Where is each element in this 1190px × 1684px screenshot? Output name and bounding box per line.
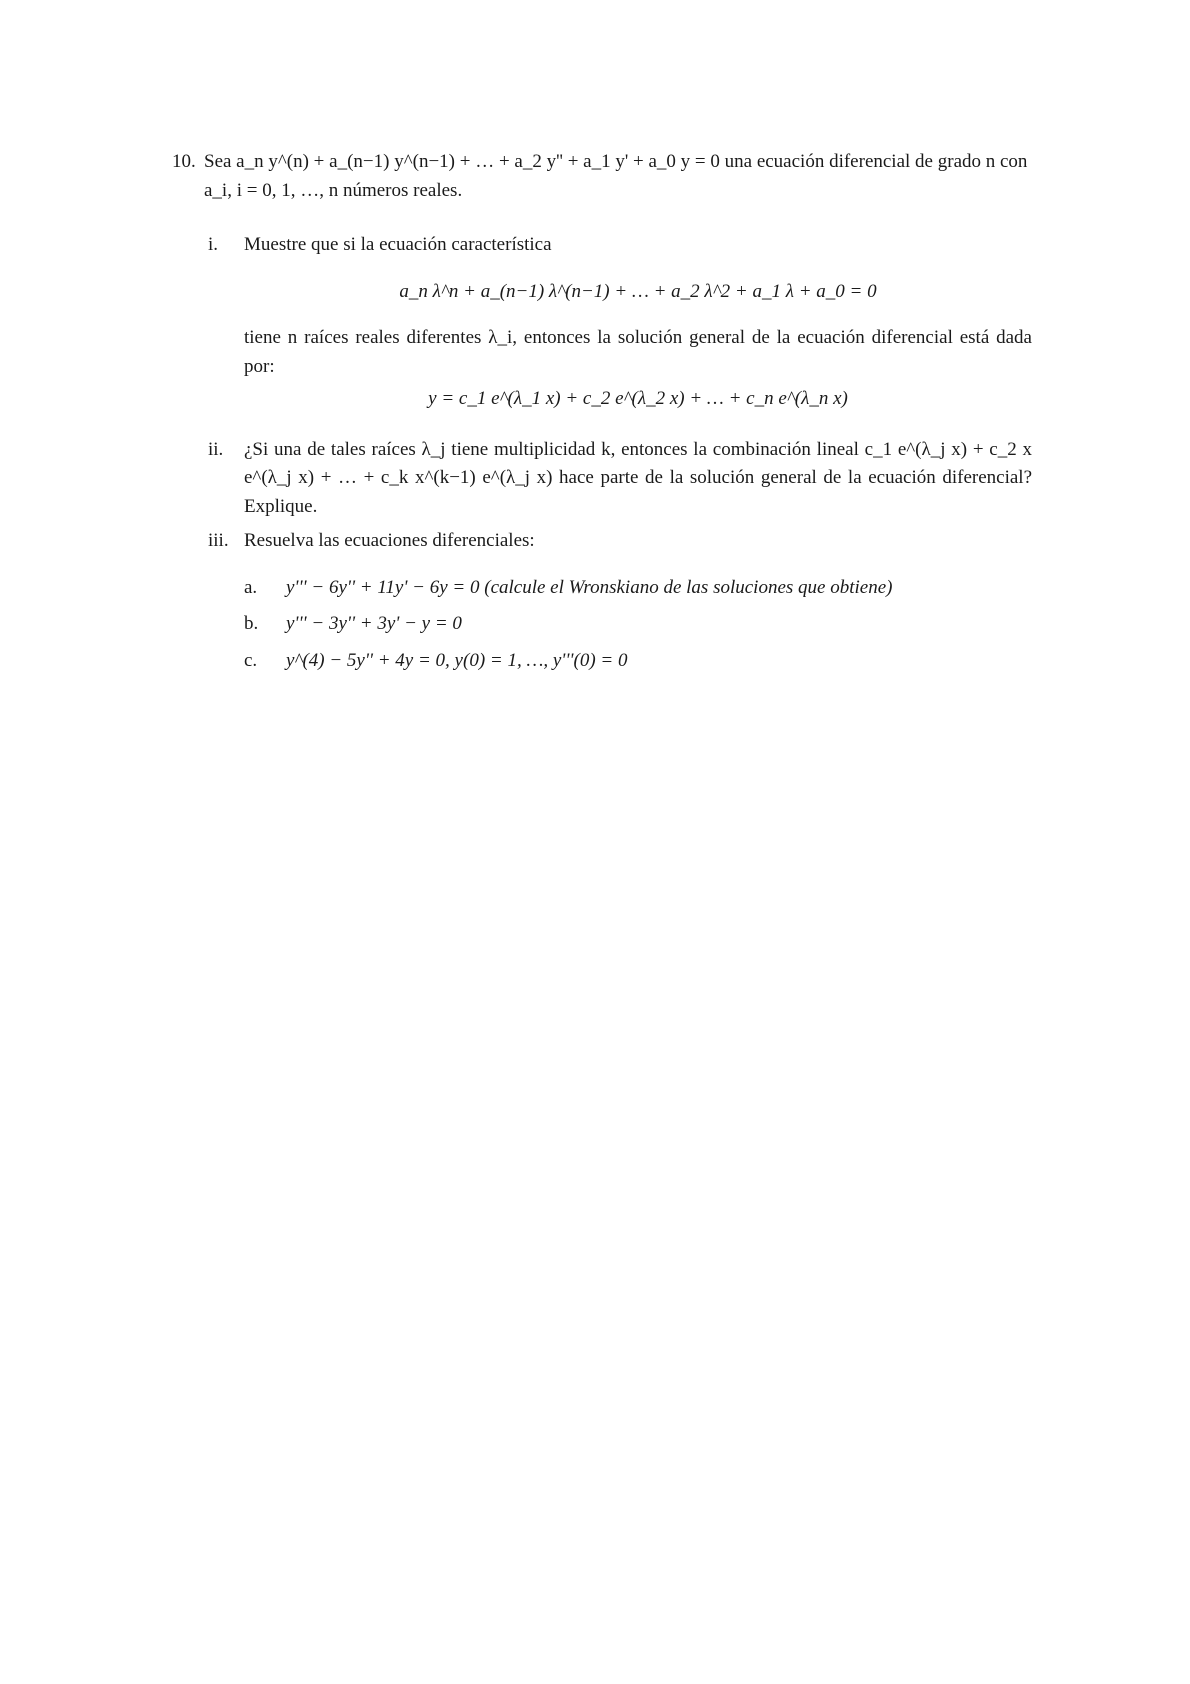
problem-parts <box>208 231 1032 683</box>
item-equation: y''' − 3y'' + 3y' − y = 0 <box>286 613 462 634</box>
part-ii <box>208 436 1032 522</box>
part-iii <box>208 527 1032 683</box>
item-label: a. <box>244 576 258 598</box>
equation-list <box>244 574 1032 676</box>
part-text: ¿Si una de tales raíces λ_j tiene multiplicidad k, entonces la combinación lineal c_1 e^(λ_j x) + c_2 x e^(λ_j x) + … + c_k x^(k−1) e^(λ_j x) hace parte de la solución general de la ecuación diferencial? Explique. <box>244 438 1032 517</box>
list-item <box>244 647 1032 676</box>
list-item <box>244 574 1032 603</box>
item-equation: y^(4) − 5y'' + 4y = 0, y(0) = 1, …, y'''(0) = 0 <box>286 649 628 671</box>
list-item <box>244 610 1032 639</box>
general-solution-equation: y = c_1 e^(λ_1 x) + c_2 e^(λ_2 x) + … + c_n e^(λ_n x) <box>428 388 848 409</box>
item-label: b. <box>244 613 259 634</box>
statement-line-1: Sea a_n y^(n) + a_(n−1) y^(n−1) + … + a_2 y'' + a_1 y' + a_0 y = 0 una ecuación diferencial de grado n con <box>204 151 1028 172</box>
characteristic-equation: a_n λ^n + a_(n−1) λ^(n−1) + … + a_2 λ^2 + a_1 λ + a_0 = 0 <box>399 280 877 302</box>
part-text: Resuelva las ecuaciones diferenciales: <box>244 530 535 551</box>
item-label: c. <box>244 649 258 671</box>
part-body <box>244 527 1032 683</box>
part-i <box>208 231 1032 430</box>
statement-line-2: a_i, i = 0, 1, …, n números reales. <box>204 179 463 201</box>
problem-header <box>172 148 1032 205</box>
part-body <box>244 231 1032 430</box>
part-label: iii. <box>208 530 229 551</box>
part-text-after: tiene n raíces reales diferentes λ_i, entonces la solución general de la ecuación diferencial está dada por: <box>244 327 1032 377</box>
problem-number: 10. <box>172 151 196 172</box>
problem-statement <box>204 148 1032 205</box>
part-label: i. <box>208 234 219 255</box>
item-equation: y''' − 6y'' + 11y' − 6y = 0 (calcule el Wronskiano de las soluciones que obtiene) <box>286 576 893 598</box>
part-label: ii. <box>208 438 224 460</box>
problem-10 <box>172 148 1032 689</box>
part-text: Muestre que si la ecuación característica <box>244 234 552 255</box>
